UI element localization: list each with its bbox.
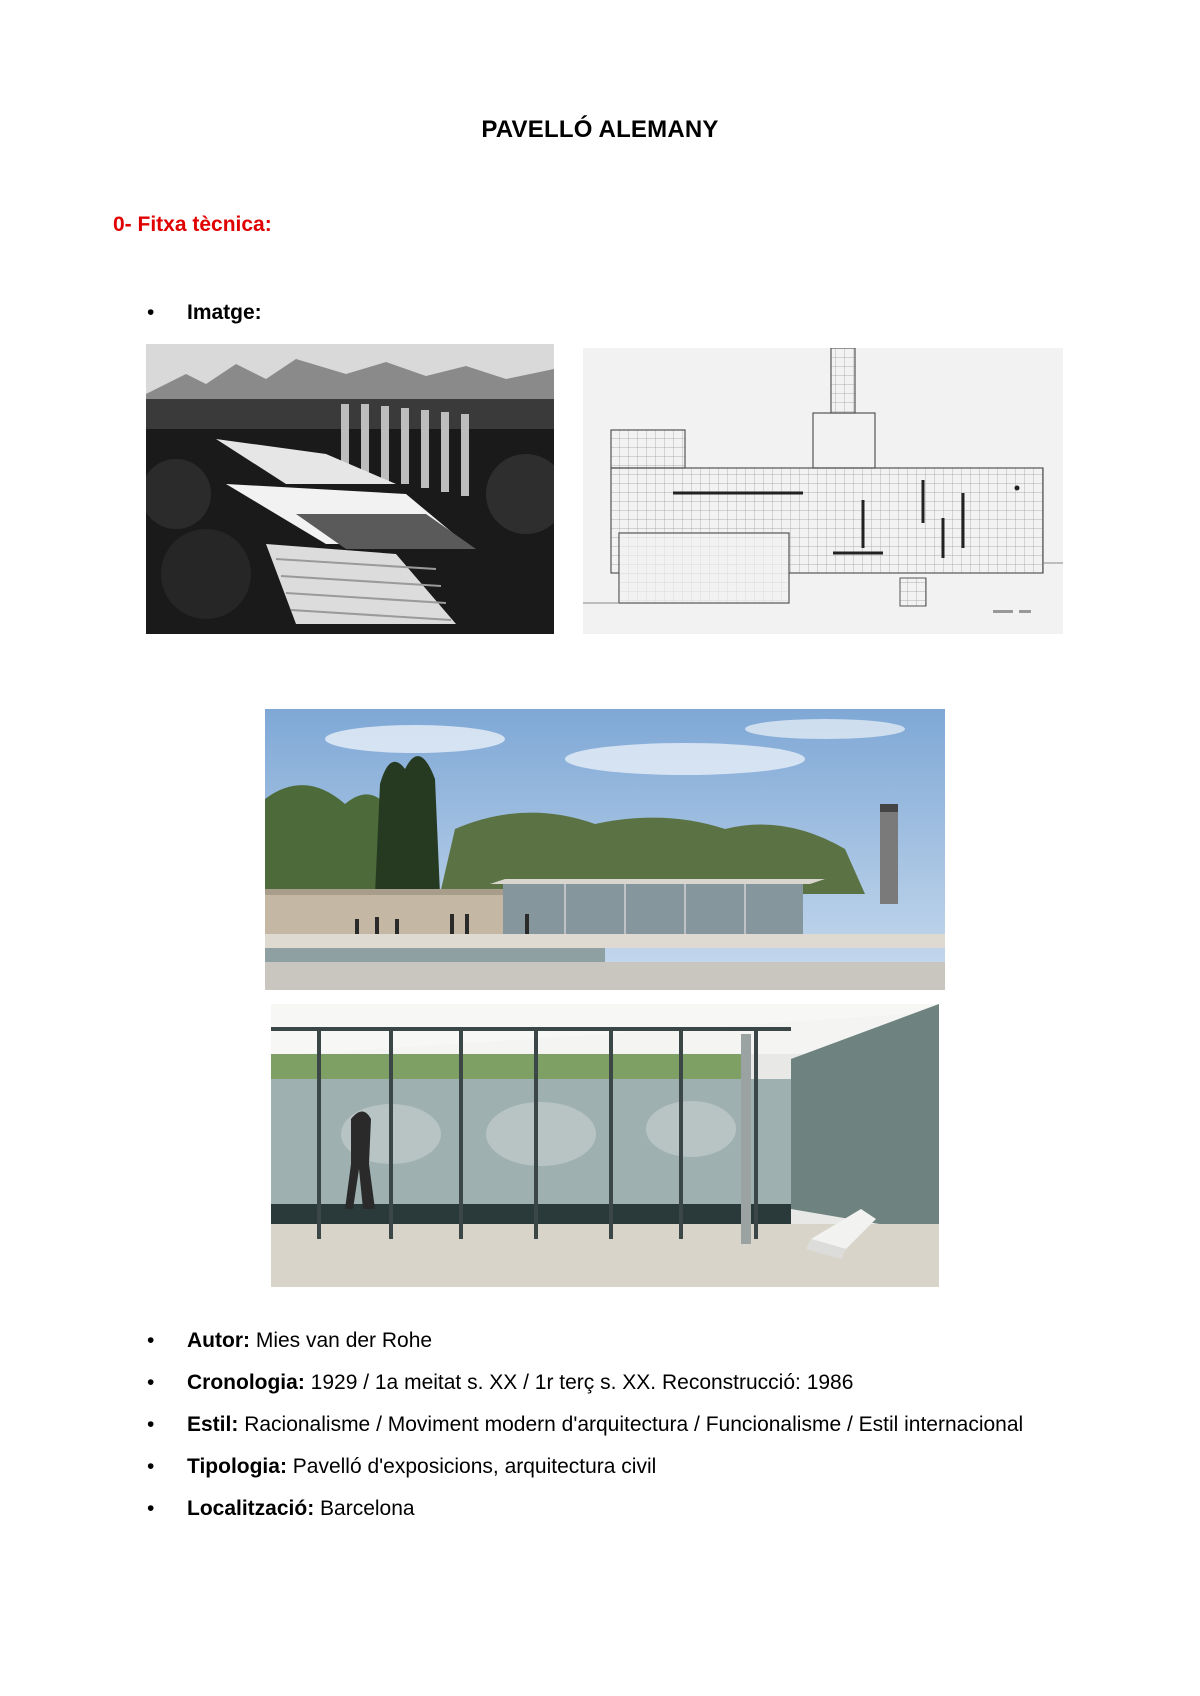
- detail-label: Localització:: [187, 1497, 321, 1520]
- detail-item-location: [147, 1488, 1087, 1530]
- bullet-icon: •: [147, 1497, 155, 1520]
- detail-item-typology: [147, 1446, 1087, 1488]
- detail-item-style: [147, 1404, 1087, 1446]
- bullet-icon: •: [147, 1413, 155, 1436]
- detail-value: 1929 / 1a meitat s. XX / 1r terç s. XX. Reconstrucció: 1986: [310, 1371, 854, 1394]
- exterior-color-photo: [265, 709, 945, 990]
- page-title: PAVELLÓ ALEMANY: [481, 116, 719, 143]
- technical-details-list: [147, 1320, 1087, 1530]
- detail-label: Tipologia:: [187, 1455, 293, 1478]
- detail-label: Autor:: [187, 1329, 256, 1352]
- section-heading: 0- Fitxa tècnica:: [113, 213, 272, 236]
- image-label: Imatge:: [187, 301, 262, 324]
- bullet-icon: •: [147, 1329, 155, 1352]
- detail-value: Pavelló d'exposicions, arquitectura civil: [292, 1455, 657, 1478]
- bullet-icon: •: [147, 1455, 155, 1478]
- historic-bw-photo: [146, 344, 554, 634]
- bullet-icon: •: [147, 301, 155, 324]
- detail-item-chronology: [147, 1362, 1087, 1404]
- detail-item-author: [147, 1320, 1087, 1362]
- interior-color-photo: [271, 1004, 939, 1287]
- detail-value: Barcelona: [320, 1497, 415, 1520]
- detail-label: Cronologia:: [187, 1371, 311, 1394]
- floor-plan-drawing: [583, 348, 1063, 634]
- detail-value: Racionalisme / Moviment modern d'arquitectura / Funcionalisme / Estil internacional: [244, 1413, 1024, 1436]
- detail-value: Mies van der Rohe: [255, 1329, 433, 1352]
- detail-label: Estil:: [187, 1413, 245, 1436]
- bullet-icon: •: [147, 1371, 155, 1394]
